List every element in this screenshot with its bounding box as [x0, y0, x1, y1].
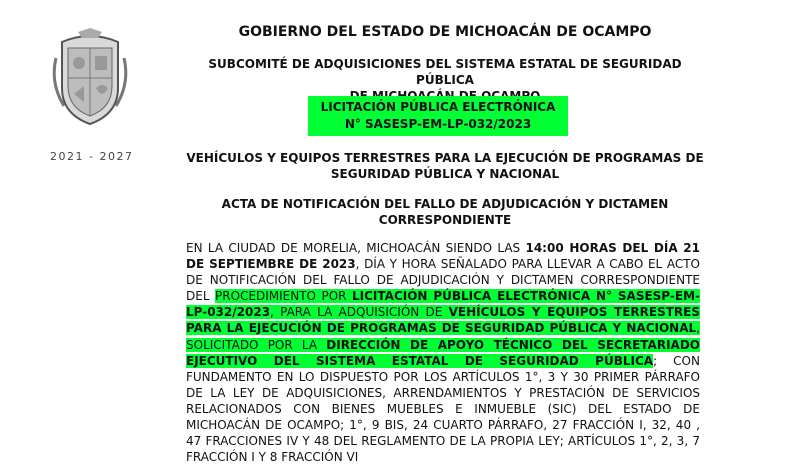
state-coat-of-arms-icon: [50, 28, 130, 126]
subcommittee-line-1: SUBCOMITÉ DE ADQUISICIONES DEL SISTEMA ESTATAL DE SEGURIDAD PÚBLICA: [208, 57, 682, 87]
body-text-5: , SOLICITADO POR LA: [186, 321, 700, 352]
body-text-2: , DÍA Y HORA SEÑALADO PARA LLEVAR A CABO EL ACTO DE NOTIFICACIÓN DEL FALLO DE ADJUDICACIÓN Y DICTAMEN CORRESPONDIENTE DEL: [186, 257, 700, 304]
body-subject: VEHÍCULOS Y EQUIPOS TERRESTRES PARA LA EJECUCIÓN DE PROGRAMAS DE SEGURIDAD PÚBLICA Y NACIONAL: [186, 305, 700, 336]
body-requesting-area: DIRECCIÓN DE APOYO TÉCNICO DEL SECRETARIADO EJECUTIVO DEL SISTEMA ESTATAL DE SEGURIDAD PÚBLICA: [186, 337, 700, 368]
subject-line-1: VEHÍCULOS Y EQUIPOS TERRESTRES PARA LA EJECUCIÓN DE PROGRAMAS DE: [186, 151, 704, 165]
act-line-1: ACTA DE NOTIFICACIÓN DEL FALLO DE ADJUDICACIÓN Y DICTAMEN: [221, 197, 669, 211]
tender-number: N° SASESP-EM-LP-032/2023: [344, 117, 532, 131]
body-text-1: EN LA CIUDAD DE MORELIA, MICHOACÁN SIENDO LAS: [186, 241, 526, 255]
subject-heading: [180, 150, 710, 182]
body-highlight: [186, 289, 700, 367]
administration-years: 2021 - 2027: [50, 150, 134, 163]
body-paragraph: [186, 240, 700, 465]
body-date-time: 14:00 HORAS DEL DÍA 21 DE SEPTIEMBRE DE 2023: [186, 241, 700, 272]
body-tender-reference: LICITACIÓN PÚBLICA ELECTRÓNICA N° SASESP-EM-LP-032/2023: [186, 289, 700, 320]
body-text-6: ; CON FUNDAMENTO EN LO DISPUESTO POR LOS ARTÍCULOS 1°, 3 Y 30 PRIMER PÁRRAFO DE LA LEY DE ADQUISICIONES, ARRENDAMIENTOS Y PRESTACIÓN DE SERVICIOS RELACIONADOS CON BIENES MUEBLES E INMUEBLE (SIC) DEL ESTADO DE MICHOACÁN DE OCAMPO; 1°, 9 BIS, 24 CUARTO PÁRRAFO, 27 FRACCIÓN I, 32, 40 , 47 FRACCIONES IV Y 48 DEL REGLAMENTO DE LA PROPIA LEY; ARTÍCULOS 1°, 2, 3, 7 FRACCIÓN I Y 8 FRACCIÓN VI: [186, 353, 700, 465]
subject-line-2: SEGURIDAD PÚBLICA Y NACIONAL: [330, 167, 560, 181]
tender-line-1: LICITACIÓN PÚBLICA ELECTRÓNICA: [320, 100, 556, 114]
tender-heading: [308, 96, 568, 136]
body-text-3: PROCEDIMIENTO POR: [215, 289, 353, 304]
act-line-2: CORRESPONDIENTE: [378, 213, 512, 227]
body-text-4: , PARA LA ADQUISICIÓN DE: [270, 305, 449, 320]
government-title: GOBIERNO DEL ESTADO DE MICHOACÁN DE OCAMPO: [238, 24, 652, 40]
government-heading: [180, 24, 710, 40]
act-heading: [180, 196, 710, 228]
